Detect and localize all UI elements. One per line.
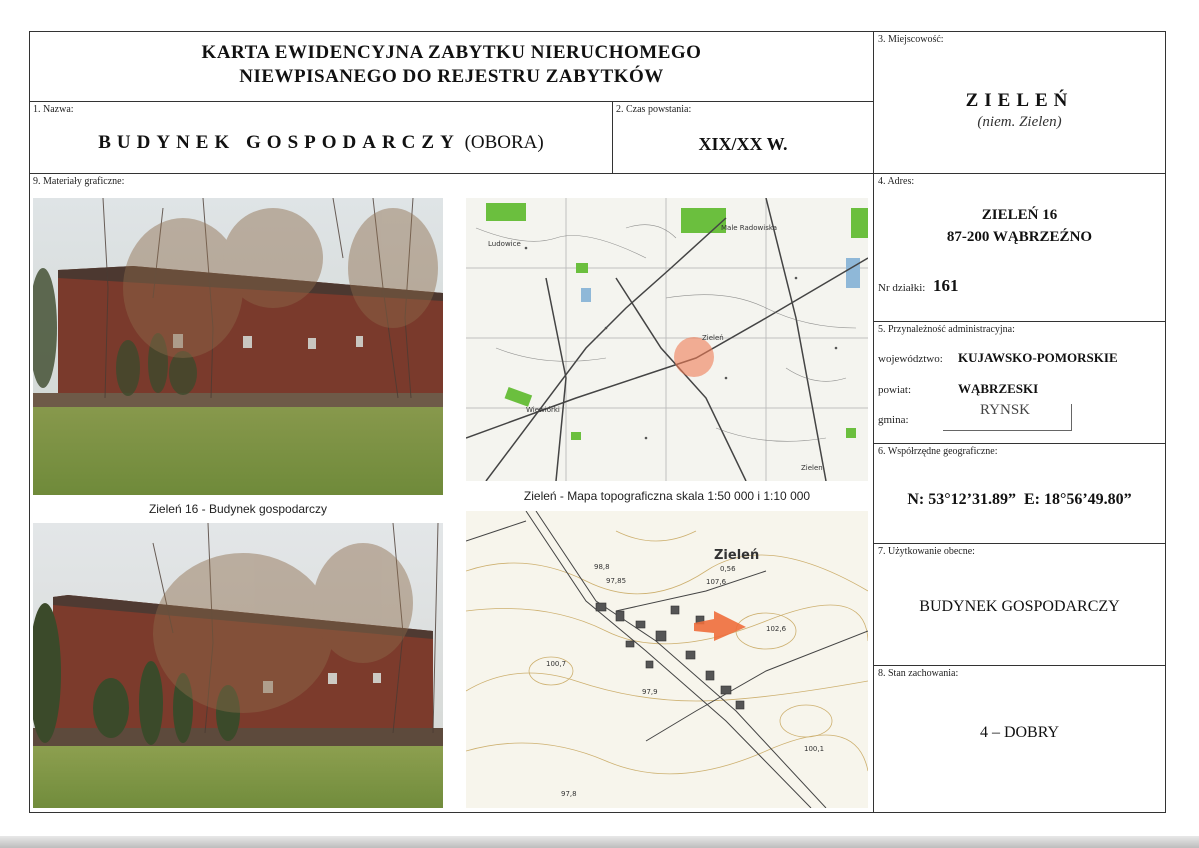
topographic-map-50k-image [466, 198, 868, 481]
map2-label-8: 107,6 [706, 578, 727, 586]
uzytkowanie-label: 7. Użytkowanie obecne: [878, 546, 975, 557]
building-photo-top [33, 198, 443, 495]
building-photo-bottom-image [33, 523, 443, 808]
topographic-map-10k-image [466, 511, 868, 808]
miejscowosc-label: 3. Miejscowość: [878, 34, 944, 45]
document-title-line1: KARTA EWIDENCYJNA ZABYTKU NIERUCHOMEGO [201, 42, 702, 63]
map2-label-5: 98,8 [594, 563, 610, 571]
powiat-value: WĄBRZESKI [958, 381, 1039, 396]
nazwa-extra: (OBORA) [464, 132, 544, 153]
nazwa-main: BUDYNEK GOSPODARCZY [98, 132, 460, 153]
topographic-map-10k [466, 511, 868, 808]
map2-label-0: Zieleń [714, 548, 760, 563]
frame-right [1165, 31, 1166, 813]
dzialka-value: 161 [933, 276, 959, 295]
adres-label: 4. Adres: [878, 176, 915, 187]
materialy-label: 9. Materiały graficzne: [33, 176, 125, 187]
przynaleznosc-label: 5. Przynależność administracyjna: [878, 324, 1015, 335]
map2-label-3: 102,6 [766, 625, 787, 633]
map1-label-2: Ludowice [488, 240, 521, 248]
stan-value: 4 – DOBRY [979, 724, 1060, 741]
frame-top [29, 31, 1166, 32]
photo-caption: Zieleń 16 - Budynek gospodarczy [148, 502, 328, 516]
powiat-label: powiat: [878, 384, 911, 396]
map-caption: Zieleń - Mapa topograficzna skala 1:50 000 i 1:10 000 [523, 489, 811, 503]
map1-label-0: Male Radowiska [721, 224, 778, 232]
gmina-underline [943, 430, 1071, 431]
row-divider-title [29, 101, 874, 102]
map2-label-1: 0,56 [720, 565, 736, 573]
wojewodztwo-value: KUJAWSKO-POMORSKIE [958, 350, 1118, 365]
frame-bottom [29, 812, 1166, 813]
right-divider-6 [873, 443, 1166, 444]
right-divider-7 [873, 543, 1166, 544]
building-photo-top-image [33, 198, 443, 495]
wspolrzedne-label: 6. Współrzędne geograficzne: [878, 446, 998, 457]
map2-label-6: 100,1 [804, 745, 825, 753]
miejscowosc-value: ZIELEŃ [965, 90, 1074, 111]
nazwa-label: 1. Nazwa: [33, 104, 74, 115]
row-divider-name [29, 173, 1166, 174]
map1-label-1: Zieleń [702, 334, 724, 342]
topographic-map-50k [466, 198, 868, 481]
stan-label: 8. Stan zachowania: [878, 668, 959, 679]
map2-label-7: 97,85 [606, 577, 627, 585]
czas-value: XIX/XX W. [698, 134, 788, 154]
gmina-label: gmina: [878, 414, 909, 426]
column-divider [873, 31, 874, 813]
nazwa-value [30, 132, 612, 154]
miejscowosc-note: (niem. Zielen) [977, 114, 1062, 130]
gmina-tick [1071, 404, 1072, 431]
adres-line1: ZIELEŃ 16 [981, 207, 1058, 223]
map1-label-4: Zielen [801, 464, 823, 472]
scan-bottom-edge [0, 836, 1199, 848]
uzytkowanie-value: BUDYNEK GOSPODARCZY [919, 598, 1120, 615]
map2-label-4: 97,8 [561, 790, 577, 798]
czas-label: 2. Czas powstania: [616, 104, 692, 115]
right-divider-5 [873, 321, 1166, 322]
map2-label-9: 97,9 [642, 688, 658, 696]
dzialka-label: Nr działki: [878, 282, 926, 294]
map1-label-3: Wiewiórki [526, 406, 560, 414]
wojewodztwo-label: województwo: [878, 353, 943, 365]
document-title-line2: NIEWPISANEGO DO REJESTRU ZABYTKÓW [239, 66, 664, 87]
adres-line2: 87-200 WĄBRZEŹNO [946, 229, 1093, 245]
wspolrzedne-value: N: 53°12’31.89” E: 18°56’49.80” [907, 491, 1132, 508]
map2-label-2: 100,7 [546, 660, 567, 668]
building-photo-bottom [33, 523, 443, 808]
gmina-value: RYNSK [980, 402, 1031, 418]
right-divider-8 [873, 665, 1166, 666]
